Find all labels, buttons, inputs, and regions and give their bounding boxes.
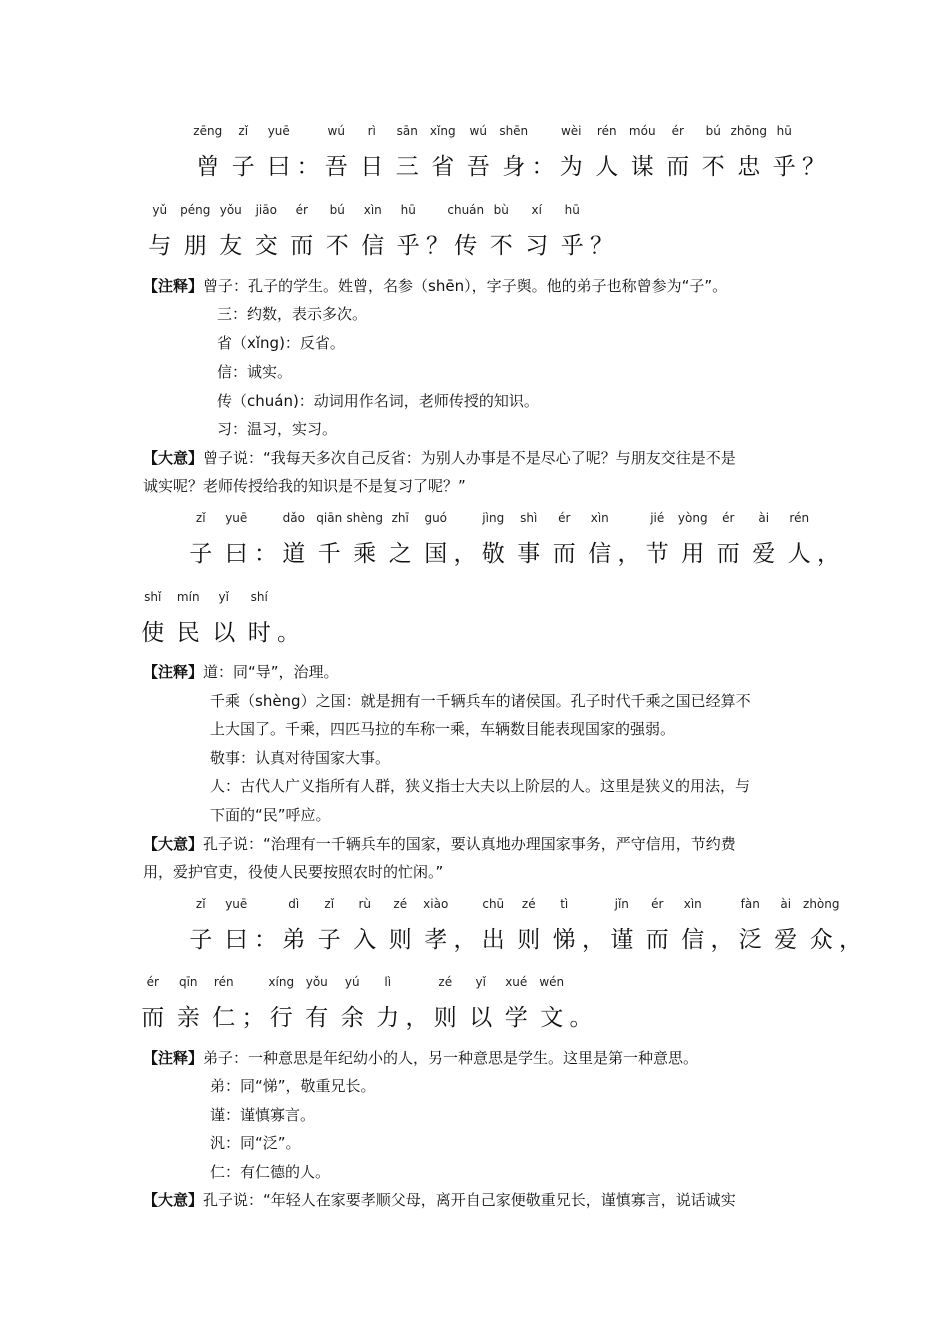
hanzi: ， bbox=[453, 927, 477, 953]
hanzi: 仁 bbox=[212, 1005, 236, 1031]
ruby-cell bbox=[768, 893, 804, 965]
hanzi: 乎 bbox=[560, 233, 584, 259]
hanzi: 习 bbox=[525, 233, 549, 259]
pinyin: zǐ bbox=[324, 897, 335, 911]
punctuation bbox=[618, 507, 640, 579]
hanzi: 吾 bbox=[324, 154, 348, 180]
hanzi: ， bbox=[582, 927, 605, 953]
ruby-line-passage3-line2 bbox=[135, 971, 592, 1051]
pinyin: ài bbox=[780, 897, 792, 911]
hanzi: 人 bbox=[787, 541, 811, 567]
notes-line: 仁：有仁德的人。 bbox=[210, 1163, 331, 1181]
hanzi: 而 bbox=[645, 927, 669, 953]
pinyin: ér bbox=[722, 511, 735, 525]
ruby-cell bbox=[226, 120, 262, 192]
pinyin: yǔ bbox=[152, 203, 168, 217]
notes-label: 【注释】 bbox=[143, 277, 204, 295]
pinyin: péng bbox=[180, 203, 211, 217]
hanzi: 则 bbox=[388, 927, 412, 953]
hanzi: 泛 bbox=[738, 927, 762, 953]
ruby-cell bbox=[219, 507, 255, 579]
ruby-cell bbox=[625, 120, 661, 192]
hanzi: 而 bbox=[552, 541, 576, 567]
ruby-cell bbox=[319, 120, 355, 192]
pinyin: lì bbox=[384, 975, 392, 989]
pinyin: hū bbox=[776, 124, 792, 138]
ruby-cell bbox=[731, 120, 767, 192]
notes-line: 汎：同“泛”。 bbox=[210, 1134, 301, 1152]
pinyin: jìng bbox=[482, 511, 505, 525]
ruby-cell bbox=[476, 893, 512, 965]
hanzi: 身 bbox=[502, 154, 526, 180]
ruby-cell bbox=[448, 199, 484, 271]
ruby-cell bbox=[604, 893, 640, 965]
ruby-cell bbox=[383, 507, 419, 579]
pinyin: ér bbox=[295, 203, 308, 217]
pinyin: móu bbox=[628, 124, 656, 138]
hanzi: 则 bbox=[517, 927, 541, 953]
ruby-cell bbox=[425, 120, 461, 192]
ruby-cell bbox=[782, 507, 818, 579]
pinyin: yuē bbox=[225, 897, 248, 911]
ruby-line-passage1-line1 bbox=[190, 120, 824, 200]
hanzi: ， bbox=[710, 927, 734, 953]
notes-label: 【注释】 bbox=[143, 1049, 204, 1067]
hanzi: 不 bbox=[701, 154, 725, 180]
punctuation bbox=[590, 199, 612, 271]
hanzi: 亲 bbox=[176, 1005, 200, 1031]
pinyin: hū bbox=[400, 203, 416, 217]
ruby-line-passage2-line1 bbox=[183, 507, 839, 587]
pinyin: bú bbox=[705, 124, 721, 138]
ruby-cell bbox=[347, 893, 383, 965]
notes-label: 【注释】 bbox=[143, 663, 204, 681]
ruby-cell bbox=[640, 507, 676, 579]
ruby-cell bbox=[299, 971, 335, 1043]
meaning-line: 诚实呢？老师传授给我的知识是不是复习了呢？” bbox=[143, 477, 466, 495]
hanzi: 谨 bbox=[610, 927, 634, 953]
pinyin: yú bbox=[344, 975, 360, 989]
notes-line: 习：温习，实习。 bbox=[217, 420, 338, 438]
hanzi: 朋 bbox=[183, 233, 207, 259]
pinyin: dì bbox=[288, 897, 300, 911]
pinyin: ài bbox=[758, 511, 770, 525]
ruby-cell bbox=[390, 120, 426, 192]
punctuation bbox=[454, 893, 476, 965]
punctuation bbox=[297, 120, 319, 192]
hanzi: 为 bbox=[559, 154, 583, 180]
hanzi: 爱 bbox=[774, 927, 798, 953]
ruby-cell bbox=[589, 120, 625, 192]
pinyin: yǒu bbox=[219, 203, 242, 217]
hanzi: 孝 bbox=[424, 927, 448, 953]
hanzi: 乘 bbox=[353, 541, 377, 567]
hanzi: 。 bbox=[277, 620, 300, 646]
ruby-cell bbox=[391, 199, 427, 271]
notes-line: 三：约数，表示多次。 bbox=[217, 305, 368, 323]
hanzi: 事 bbox=[517, 541, 541, 567]
punctuation bbox=[817, 507, 839, 579]
pinyin: bú bbox=[329, 203, 345, 217]
pinyin: zé bbox=[393, 897, 408, 911]
ruby-cell bbox=[461, 120, 497, 192]
punctuation bbox=[242, 971, 264, 1043]
hanzi: 出 bbox=[481, 927, 505, 953]
ruby-cell bbox=[206, 586, 242, 658]
hanzi: 敬 bbox=[481, 541, 505, 567]
ruby-cell bbox=[320, 199, 356, 271]
hanzi: ： bbox=[254, 927, 277, 953]
ruby-cell bbox=[534, 971, 570, 1043]
ruby-cell bbox=[660, 120, 696, 192]
hanzi: 民 bbox=[176, 620, 200, 646]
pinyin: fàn bbox=[740, 897, 760, 911]
ruby-cell bbox=[547, 893, 583, 965]
ruby-cell bbox=[418, 893, 454, 965]
punctuation bbox=[254, 893, 276, 965]
pinyin: shēn bbox=[499, 124, 529, 138]
ruby-line-passage2-line2 bbox=[135, 586, 299, 666]
notes-line: 谨：谨慎寡言。 bbox=[210, 1106, 316, 1124]
ruby-cell bbox=[183, 507, 219, 579]
ruby-cell bbox=[261, 120, 297, 192]
pinyin: mín bbox=[176, 590, 200, 604]
hanzi: ， bbox=[617, 541, 641, 567]
pinyin: qīn bbox=[178, 975, 198, 989]
hanzi: 节 bbox=[645, 541, 669, 567]
ruby-cell bbox=[496, 120, 532, 192]
pinyin: shí bbox=[250, 590, 268, 604]
pinyin: wú bbox=[327, 124, 345, 138]
ruby-cell bbox=[171, 971, 207, 1043]
hanzi: 忠 bbox=[737, 154, 761, 180]
ruby-cell bbox=[354, 120, 390, 192]
ruby-cell bbox=[249, 199, 285, 271]
pinyin: yuē bbox=[267, 124, 290, 138]
ruby-cell bbox=[484, 199, 520, 271]
hanzi: 曰 bbox=[267, 154, 291, 180]
hanzi: ： bbox=[531, 154, 555, 180]
hanzi: ： bbox=[296, 154, 320, 180]
pinyin: xué bbox=[505, 975, 528, 989]
pinyin: wèi bbox=[560, 124, 582, 138]
ruby-cell bbox=[554, 120, 590, 192]
meaning-line: 【大意】孔子说：“年轻人在家要孝顺父母，离开自己家便敬重兄长，谨慎寡言，说话诚实 bbox=[143, 1191, 736, 1209]
ruby-cell bbox=[555, 199, 591, 271]
hanzi: 子 bbox=[189, 927, 213, 953]
hanzi: 用 bbox=[681, 541, 705, 567]
notes-line: 信：诚实。 bbox=[217, 363, 293, 381]
ruby-cell bbox=[767, 120, 803, 192]
hanzi: ： bbox=[254, 541, 277, 567]
notes-line: 千乘（shèng）之国：就是拥有一千辆兵车的诸侯国。孔子时代千乘之国已经算不 bbox=[210, 692, 751, 710]
punctuation bbox=[406, 971, 428, 1043]
ruby-cell bbox=[178, 199, 214, 271]
pinyin: jiāo bbox=[255, 203, 277, 217]
hanzi: 而 bbox=[716, 541, 740, 567]
notes-line: 【注释】弟子：一种意思是年纪幼小的人，另一种意思是学生。这里是第一种意思。 bbox=[143, 1049, 699, 1067]
hanzi: 国 bbox=[424, 541, 448, 567]
pinyin: chuán bbox=[447, 203, 485, 217]
hanzi: 则 bbox=[433, 1005, 457, 1031]
pinyin: zǐ bbox=[195, 897, 206, 911]
hanzi: 传 bbox=[454, 233, 478, 259]
hanzi: 学 bbox=[504, 1005, 528, 1031]
notes-line: 下面的“民”呼应。 bbox=[210, 806, 331, 824]
hanzi: 众 bbox=[809, 927, 833, 953]
ruby-cell bbox=[312, 893, 348, 965]
punctuation bbox=[426, 199, 448, 271]
ruby-cell bbox=[370, 971, 406, 1043]
punctuation bbox=[570, 971, 592, 1043]
hanzi: ？ bbox=[426, 233, 449, 259]
pinyin: yǒu bbox=[305, 975, 328, 989]
ruby-cell bbox=[383, 893, 419, 965]
pinyin: xìn bbox=[363, 203, 382, 217]
meaning-line: 【大意】曾子说：“我每天多次自己反省：为别人办事是不是尽心了呢？与朋友交往是不是 bbox=[143, 449, 736, 467]
pinyin: wén bbox=[539, 975, 565, 989]
pinyin: sān bbox=[396, 124, 418, 138]
ruby-cell bbox=[183, 893, 219, 965]
hanzi: 与 bbox=[148, 233, 172, 259]
pinyin: chū bbox=[482, 897, 505, 911]
hanzi: 日 bbox=[360, 154, 384, 180]
hanzi: 信 bbox=[361, 233, 385, 259]
ruby-line-passage3-line1 bbox=[183, 893, 861, 973]
pinyin: rén bbox=[789, 511, 810, 525]
pinyin: zhōng bbox=[730, 124, 767, 138]
pinyin: xíng bbox=[268, 975, 295, 989]
ruby-cell bbox=[675, 893, 711, 965]
ruby-cell bbox=[675, 507, 711, 579]
hanzi: 吾 bbox=[466, 154, 490, 180]
notes-line: 省（xǐng)：反省。 bbox=[217, 334, 345, 352]
hanzi: 信 bbox=[588, 541, 612, 567]
ruby-line-passage1-line2 bbox=[142, 199, 612, 279]
ruby-cell bbox=[499, 971, 535, 1043]
hanzi: 子 bbox=[189, 541, 213, 567]
hanzi: 信 bbox=[681, 927, 705, 953]
hanzi: 有 bbox=[305, 1005, 329, 1031]
hanzi: 人 bbox=[595, 154, 619, 180]
pinyin: tì bbox=[560, 897, 569, 911]
notes-line: 敬事：认真对待国家大事。 bbox=[210, 749, 391, 767]
ruby-cell bbox=[696, 120, 732, 192]
ruby-cell bbox=[264, 971, 300, 1043]
pinyin: zé bbox=[521, 897, 536, 911]
punctuation bbox=[582, 893, 604, 965]
punctuation bbox=[454, 507, 476, 579]
ruby-cell bbox=[219, 893, 255, 965]
pinyin: bù bbox=[493, 203, 509, 217]
hanzi: 道 bbox=[282, 541, 306, 567]
meaning-label: 【大意】 bbox=[143, 449, 204, 467]
pinyin: yòng bbox=[677, 511, 708, 525]
pinyin: ér bbox=[558, 511, 571, 525]
hanzi: ， bbox=[839, 927, 862, 953]
ruby-cell bbox=[418, 507, 454, 579]
hanzi: 曰 bbox=[224, 927, 248, 953]
pinyin: yǐ bbox=[218, 590, 229, 604]
pinyin: ér bbox=[671, 124, 684, 138]
ruby-cell bbox=[284, 199, 320, 271]
hanzi: 使 bbox=[141, 620, 165, 646]
hanzi: 曾 bbox=[196, 154, 220, 180]
pinyin: xǐng bbox=[429, 124, 456, 138]
ruby-cell bbox=[476, 507, 512, 579]
hanzi: 友 bbox=[219, 233, 243, 259]
ruby-cell bbox=[547, 507, 583, 579]
ruby-cell bbox=[511, 507, 547, 579]
ruby-cell bbox=[276, 507, 312, 579]
pinyin: yuē bbox=[225, 511, 248, 525]
pinyin: dǎo bbox=[282, 511, 305, 525]
pinyin: rù bbox=[358, 897, 372, 911]
ruby-cell bbox=[428, 971, 464, 1043]
punctuation bbox=[532, 120, 554, 192]
ruby-cell bbox=[640, 893, 676, 965]
notes-line: 【注释】道：同“导”，治理。 bbox=[143, 663, 339, 681]
notes-line: 弟：同“悌”，敬重兄长。 bbox=[210, 1077, 376, 1095]
meaning-label: 【大意】 bbox=[143, 835, 204, 853]
pinyin: zǐ bbox=[238, 124, 249, 138]
hanzi: 爱 bbox=[752, 541, 776, 567]
hanzi: 曰 bbox=[224, 541, 248, 567]
pinyin: zhī bbox=[391, 511, 409, 525]
pinyin: hū bbox=[564, 203, 580, 217]
meaning-line: 【大意】孔子说：“治理有一千辆兵车的国家，要认真地办理国家事务，严守信用，节约费 bbox=[143, 835, 736, 853]
punctuation bbox=[839, 893, 861, 965]
hanzi: 文 bbox=[540, 1005, 564, 1031]
hanzi: 而 bbox=[141, 1005, 165, 1031]
ruby-cell bbox=[733, 893, 769, 965]
ruby-cell bbox=[511, 893, 547, 965]
ruby-cell bbox=[142, 199, 178, 271]
meaning-label: 【大意】 bbox=[143, 1191, 204, 1209]
hanzi: 谋 bbox=[630, 154, 654, 180]
punctuation bbox=[711, 893, 733, 965]
hanzi: 子 bbox=[231, 154, 255, 180]
hanzi: ， bbox=[817, 541, 840, 567]
pinyin: shèng bbox=[346, 511, 383, 525]
hanzi: 交 bbox=[254, 233, 278, 259]
hanzi: 乎 bbox=[396, 233, 420, 259]
ruby-cell bbox=[312, 507, 348, 579]
punctuation bbox=[277, 586, 299, 658]
ruby-cell bbox=[190, 120, 226, 192]
hanzi: ？ bbox=[590, 233, 613, 259]
hanzi: 入 bbox=[353, 927, 377, 953]
notes-line: 上大国了。千乘，四匹马拉的车称一乘，车辆数目能表现国家的强弱。 bbox=[210, 720, 676, 738]
hanzi: ； bbox=[241, 1005, 265, 1031]
ruby-cell bbox=[135, 586, 171, 658]
hanzi: 千 bbox=[317, 541, 341, 567]
pinyin: zēng bbox=[193, 124, 223, 138]
hanzi: 。 bbox=[569, 1005, 593, 1031]
pinyin: rén bbox=[213, 975, 234, 989]
hanzi: 悌 bbox=[552, 927, 576, 953]
hanzi: 行 bbox=[269, 1005, 293, 1031]
ruby-cell bbox=[355, 199, 391, 271]
notes-line: 传（chuán)：动词用作名词，老师传授的知识。 bbox=[217, 392, 539, 410]
hanzi: 力 bbox=[376, 1005, 400, 1031]
pinyin: qiān bbox=[316, 511, 343, 525]
hanzi: ， bbox=[405, 1005, 429, 1031]
hanzi: 余 bbox=[340, 1005, 364, 1031]
ruby-cell bbox=[242, 586, 278, 658]
meaning-line: 用，爱护官吏，役使人民要按照农时的忙闲。” bbox=[143, 863, 444, 881]
pinyin: xiào bbox=[423, 897, 449, 911]
notes-line: 人：古代人广义指所有人群，狭义指士大夫以上阶层的人。这里是狭义的用法，与 bbox=[210, 777, 751, 795]
ruby-cell bbox=[347, 507, 383, 579]
pinyin: shì bbox=[520, 511, 538, 525]
pinyin: shǐ bbox=[144, 590, 162, 604]
ruby-cell bbox=[276, 893, 312, 965]
ruby-cell bbox=[804, 893, 840, 965]
hanzi: 以 bbox=[212, 620, 236, 646]
hanzi: 子 bbox=[317, 927, 341, 953]
ruby-cell bbox=[206, 971, 242, 1043]
hanzi: ， bbox=[453, 541, 477, 567]
pinyin: yǐ bbox=[475, 975, 486, 989]
hanzi: 而 bbox=[666, 154, 690, 180]
hanzi: 以 bbox=[469, 1005, 493, 1031]
pinyin: ér bbox=[651, 897, 664, 911]
pinyin: guó bbox=[424, 511, 448, 525]
pinyin: zhòng bbox=[803, 897, 840, 911]
ruby-cell bbox=[213, 199, 249, 271]
hanzi: 不 bbox=[489, 233, 513, 259]
hanzi: 弟 bbox=[282, 927, 306, 953]
pinyin: wú bbox=[469, 124, 487, 138]
pinyin: xìn bbox=[683, 897, 702, 911]
pinyin: ér bbox=[146, 975, 159, 989]
hanzi: 之 bbox=[388, 541, 412, 567]
hanzi: 三 bbox=[395, 154, 419, 180]
hanzi: ？ bbox=[802, 154, 825, 180]
ruby-cell bbox=[711, 507, 747, 579]
punctuation bbox=[254, 507, 276, 579]
ruby-cell bbox=[135, 971, 171, 1043]
pinyin: zé bbox=[438, 975, 453, 989]
pinyin: rén bbox=[596, 124, 617, 138]
ruby-cell bbox=[463, 971, 499, 1043]
notes-line: 【注释】曾子：孔子的学生。姓曾，名参（shēn），字子舆。他的弟子也称曾参为“子”。 bbox=[143, 277, 728, 295]
pinyin: zǐ bbox=[195, 511, 206, 525]
pinyin: xí bbox=[531, 203, 542, 217]
ruby-cell bbox=[582, 507, 618, 579]
hanzi: 省 bbox=[431, 154, 455, 180]
pinyin: jǐn bbox=[614, 897, 629, 911]
punctuation bbox=[802, 120, 824, 192]
ruby-cell bbox=[171, 586, 207, 658]
ruby-cell bbox=[519, 199, 555, 271]
pinyin: rì bbox=[367, 124, 376, 138]
hanzi: 不 bbox=[325, 233, 349, 259]
hanzi: 而 bbox=[290, 233, 314, 259]
hanzi: 乎 bbox=[772, 154, 796, 180]
hanzi: 时 bbox=[247, 620, 271, 646]
ruby-cell bbox=[746, 507, 782, 579]
pinyin: jié bbox=[650, 511, 665, 525]
ruby-cell bbox=[335, 971, 371, 1043]
pinyin: xìn bbox=[590, 511, 609, 525]
